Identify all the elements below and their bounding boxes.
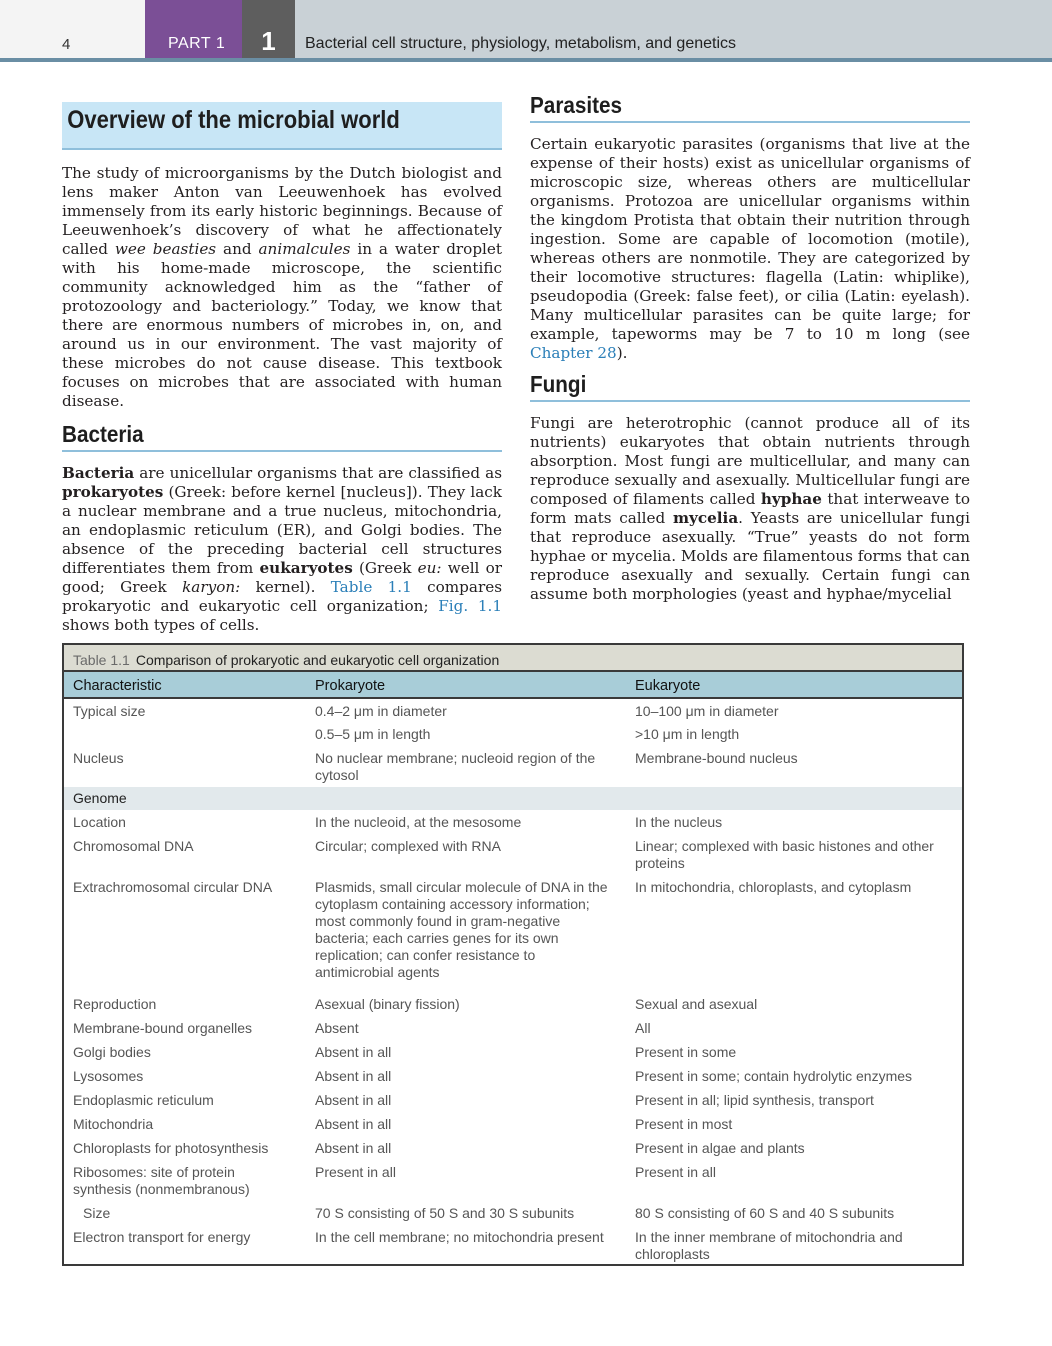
comparison-table [62, 643, 964, 1266]
left-column [62, 102, 502, 635]
table-row [64, 1064, 962, 1088]
overview-title: Overview of the microbial world [67, 106, 400, 134]
table-row [64, 746, 962, 787]
table-cell: Location [73, 814, 126, 830]
table-row [64, 875, 962, 992]
chapter-number: 1 [261, 26, 276, 56]
table-row [64, 834, 962, 875]
table-cell: In mitochondria, chloroplasts, and cytoplasm [635, 879, 912, 895]
table-row [64, 1088, 962, 1112]
overview-paragraph: The study of microorganisms by the Dutch biologist and lens maker Anton van Leeuwenhoek has evolved immensely from its early historic beginnings. Because of Leeuwenhoek’s discovery of what he affectionately called wee beasties and animalcules in a water droplet with his home-made microscope, the scientific community acknowledged him as the “father of protozoology and bacteriology.” Today, we know that there are enormous numbers of microbes in, on, and around us in our environment. The vast majority of these microbes do not cause disease. This textbook focuses on microbes that are associated with human disease. [62, 164, 502, 410]
part-label: PART 1 [168, 35, 226, 52]
table-row [64, 1016, 962, 1040]
table-cell: Sexual and asexual [635, 996, 758, 1012]
fungi-paragraph: Fungi are heterotrophic (cannot produce all of its nutrients) eukaryotes that obtain nutrients through absorption. Most fungi are multicellular, and many can reproduce sexually and asexually. Multicellular fungi are composed of filaments called hyphae that interweave to form mats called mycelia. Yeasts are unicellular fungi that reproduce asexually. “True” yeasts do not form hyphae or mycelia. Molds are filamentous forms that can reproduce asexually and sexually. Certain fungi can assume both morphologies (yeast and hyphae/mycelial [530, 414, 971, 603]
column-header-characteristic: Characteristic [64, 672, 306, 698]
table-header-row [64, 672, 962, 698]
table-caption [64, 645, 962, 672]
table-cell: Typical size [73, 703, 146, 719]
table-cell [626, 787, 962, 810]
table-cell: Endoplasmic reticulum [73, 1092, 214, 1108]
parasites-paragraph: Certain eukaryotic parasites (organisms that live at the expense of their hosts) exist as unicellular organisms of microscopic size, whereas others are multicellular organisms. Protozoa are unicellular organisms within the kingdom Protista that obtain their nutrition through ingestion. Some are capable of locomotion (motile), whereas others are nonmotile. They are categorized by their locomotive structures: flagella (Latin: whiplike), pseudopodia (Greek: false feet), or cilia (Latin: eyelash). Many multicellular parasites can be quite large; for example, tapeworms may be 7 to 10 m long (see Chapter 28). [530, 135, 970, 362]
table-cell: Present in all [635, 1164, 716, 1180]
table-cell: Asexual (binary fission) [315, 996, 460, 1012]
table-cell: Plasmids, small circular molecule of DNA in the cytoplasm containing accessory information; most commonly found in gram-negative bacteria; each carries genes for its own replication; can confer resistance to antimicrobial agents [315, 879, 608, 980]
table-cell: Present in algae and plants [635, 1140, 805, 1156]
bacteria-paragraph: Bacteria are unicellular organisms that are classified as prokaryotes (Greek: before kernel [nucleus]). They lack a nuclear membrane and a true nucleus, mitochondria, an endoplasmic reticulum (ER), and Golgi bodies. The absence of the preceding bacterial cell structures differentiates them from eukaryotes (Greek eu: well or good; Greek karyon: kernel). Table 1.1 compares prokaryotic and eukaryotic cell organization; Fig. 1.1 shows both types of cells. [62, 464, 502, 634]
table-cell: Absent in all [315, 1068, 392, 1084]
table-cell: Ribosomes: site of protein synthesis (nonmembranous) [73, 1164, 250, 1197]
table-row [64, 1136, 962, 1160]
header-rule [0, 58, 1052, 62]
fungi-heading: Fungi [530, 375, 970, 402]
right-column [530, 92, 971, 604]
table-cell: Size [83, 1205, 111, 1221]
table-cell [64, 722, 306, 746]
table-row [64, 1225, 962, 1266]
table-cell: Present in most [635, 1116, 733, 1132]
table-cell: In the inner membrane of mitochondria and chloroplasts [635, 1229, 903, 1262]
page-number: 4 [62, 36, 71, 53]
table-cell: Absent [315, 1020, 359, 1036]
table-cell: In the cell membrane; no mitochondria present [315, 1229, 604, 1245]
table-cell: Membrane-bound nucleus [635, 750, 798, 766]
table-cell: Absent in all [315, 1092, 392, 1108]
table-row [64, 722, 962, 746]
table-cell: >10 μm in length [635, 726, 740, 742]
table-cell: No nuclear membrane; nucleoid region of the cytosol [315, 750, 596, 783]
column-header-eukaryote: Eukaryote [626, 672, 962, 698]
table-cell: Circular; complexed with RNA [315, 838, 501, 854]
table-caption-title: Comparison of prokaryotic and eukaryotic cell organization [135, 652, 500, 668]
table-cell: Present in all [315, 1164, 396, 1180]
table-row [64, 992, 962, 1016]
table-row [64, 1201, 962, 1225]
column-header-prokaryote: Prokaryote [306, 672, 626, 698]
table-cell: In the nucleus [635, 814, 723, 830]
table-cell: 10–100 μm in diameter [635, 703, 779, 719]
table-cell: Reproduction [73, 996, 157, 1012]
table-cell: In the nucleoid, at the mesosome [315, 814, 522, 830]
table-cell: Electron transport for energy [73, 1229, 251, 1245]
overview-title-box [62, 102, 502, 150]
table-cell: 0.5–5 μm in length [315, 726, 431, 742]
header-left-band [0, 0, 145, 58]
chapter-28-link[interactable]: Chapter 28 [530, 344, 617, 362]
table-cell: Linear; complexed with basic histones and other proteins [635, 838, 934, 871]
table-cell [306, 787, 626, 810]
table-cell: Chloroplasts for photosynthesis [73, 1140, 269, 1156]
table-caption-number: Table 1.1 [73, 652, 130, 668]
table-row [64, 1112, 962, 1136]
table-cell: Absent in all [315, 1140, 392, 1156]
table-cell: Absent in all [315, 1116, 392, 1132]
table-section-label: Genome [64, 787, 306, 810]
table-cell: Mitochondria [73, 1116, 154, 1132]
fig-1-1-link[interactable]: Fig. 1.1 [438, 597, 502, 615]
table-cell: 80 S consisting of 60 S and 40 S subunits [635, 1205, 895, 1221]
table-cell: Nucleus [73, 750, 124, 766]
chapter-title: Bacterial cell structure, physiology, metabolism, and genetics [305, 35, 737, 52]
table-cell: 0.4–2 μm in diameter [315, 703, 447, 719]
table-cell: Present in some [635, 1044, 737, 1060]
table-cell: Extrachromosomal circular DNA [73, 879, 273, 895]
table-cell: All [635, 1020, 651, 1036]
table-row [64, 810, 962, 834]
bacteria-heading: Bacteria [62, 425, 502, 452]
table-row [64, 1160, 962, 1201]
table-1-1-link[interactable]: Table 1.1 [330, 578, 412, 596]
table-row [64, 698, 962, 722]
table-cell: Present in all; lipid synthesis, transport [635, 1092, 874, 1108]
table-cell: Membrane-bound organelles [73, 1020, 252, 1036]
table-cell: 70 S consisting of 50 S and 30 S subunits [315, 1205, 575, 1221]
table-section-row-genome [64, 787, 962, 810]
table-row [64, 1040, 962, 1064]
table-cell: Golgi bodies [73, 1044, 151, 1060]
table-cell: Present in some; contain hydrolytic enzymes [635, 1068, 913, 1084]
table-cell: Lysosomes [73, 1068, 144, 1084]
parasites-heading: Parasites [530, 96, 970, 123]
table-cell: Absent in all [315, 1044, 392, 1060]
table-cell: Chromosomal DNA [73, 838, 194, 854]
